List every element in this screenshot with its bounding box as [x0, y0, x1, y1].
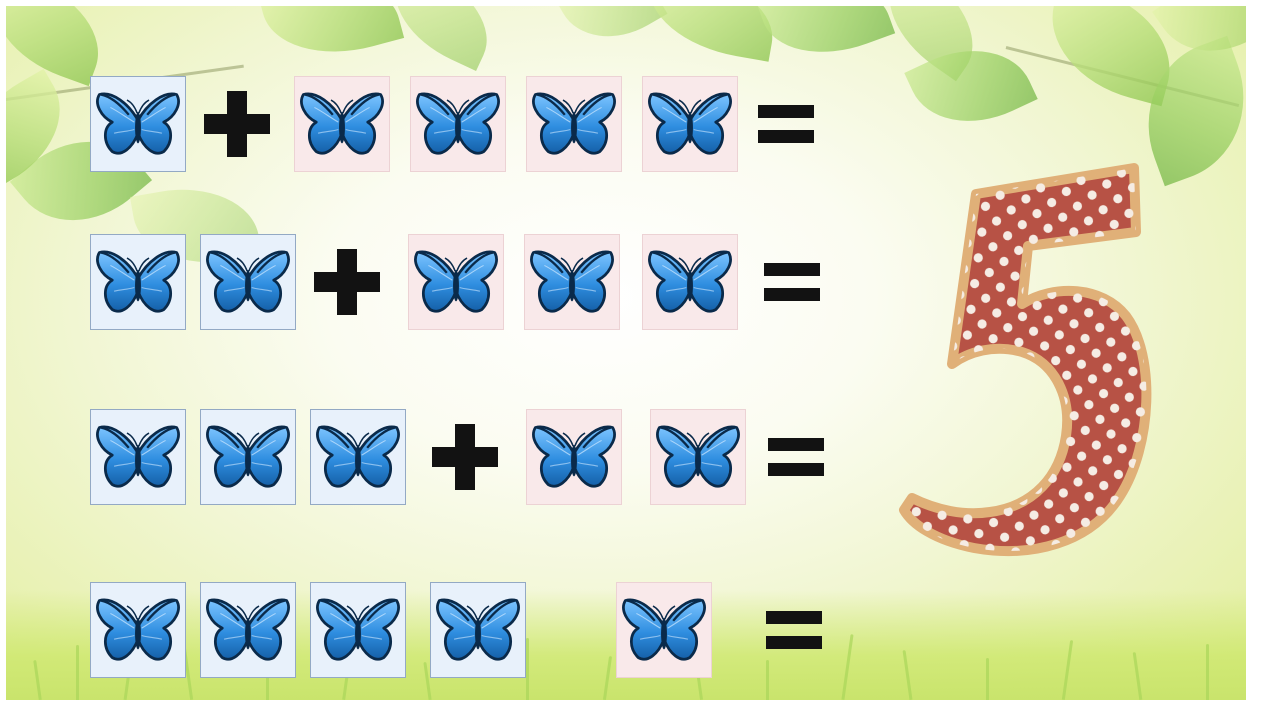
leaf — [555, 6, 668, 59]
addend-card-left — [200, 582, 296, 678]
grass-blade — [1206, 644, 1209, 700]
equals-sign — [768, 438, 824, 476]
plus-sign — [314, 249, 380, 315]
butterfly-icon — [92, 78, 184, 170]
addend-card-right — [294, 76, 390, 172]
addend-card-right — [524, 234, 620, 330]
leaf — [258, 6, 404, 71]
plus-sign — [432, 424, 498, 490]
butterfly-icon — [296, 78, 388, 170]
grass-blade — [76, 645, 79, 700]
addend-card-right — [410, 76, 506, 172]
addend-card-left — [310, 582, 406, 678]
butterfly-icon — [202, 584, 294, 676]
worksheet-scene — [6, 6, 1246, 700]
addend-card-right — [526, 76, 622, 172]
addend-card-left — [90, 582, 186, 678]
butterfly-icon — [410, 236, 502, 328]
butterfly-icon — [432, 584, 524, 676]
grass-blade — [526, 638, 529, 700]
butterfly-icon — [528, 411, 620, 503]
butterfly-icon — [644, 78, 736, 170]
addend-card-left — [430, 582, 526, 678]
leaf — [757, 6, 895, 74]
addend-card-left — [90, 409, 186, 505]
butterfly-icon — [528, 78, 620, 170]
grass-blade — [986, 658, 989, 700]
butterfly-icon — [312, 411, 404, 503]
equals-sign — [764, 263, 820, 301]
butterfly-icon — [618, 584, 710, 676]
addend-card-right — [642, 76, 738, 172]
butterfly-icon — [312, 584, 404, 676]
butterfly-icon — [652, 411, 744, 503]
butterfly-icon — [92, 584, 184, 676]
leaf — [6, 6, 116, 86]
butterfly-icon — [202, 236, 294, 328]
addend-card-left — [90, 76, 186, 172]
digit-five-graphic — [894, 146, 1152, 566]
plus-sign — [204, 91, 270, 157]
grass-blade — [766, 660, 769, 700]
addend-card-right — [616, 582, 712, 678]
addend-card-left — [310, 409, 406, 505]
butterfly-icon — [526, 236, 618, 328]
butterfly-icon — [202, 411, 294, 503]
butterfly-icon — [412, 78, 504, 170]
butterfly-icon — [644, 236, 736, 328]
addend-card-right — [650, 409, 746, 505]
equals-sign — [758, 105, 814, 143]
addend-card-right — [642, 234, 738, 330]
addend-card-right — [526, 409, 622, 505]
equals-sign — [766, 611, 822, 649]
addend-card-left — [200, 234, 296, 330]
addend-card-right — [408, 234, 504, 330]
addend-card-left — [90, 234, 186, 330]
butterfly-icon — [92, 236, 184, 328]
butterfly-icon — [92, 411, 184, 503]
addend-card-left — [200, 409, 296, 505]
